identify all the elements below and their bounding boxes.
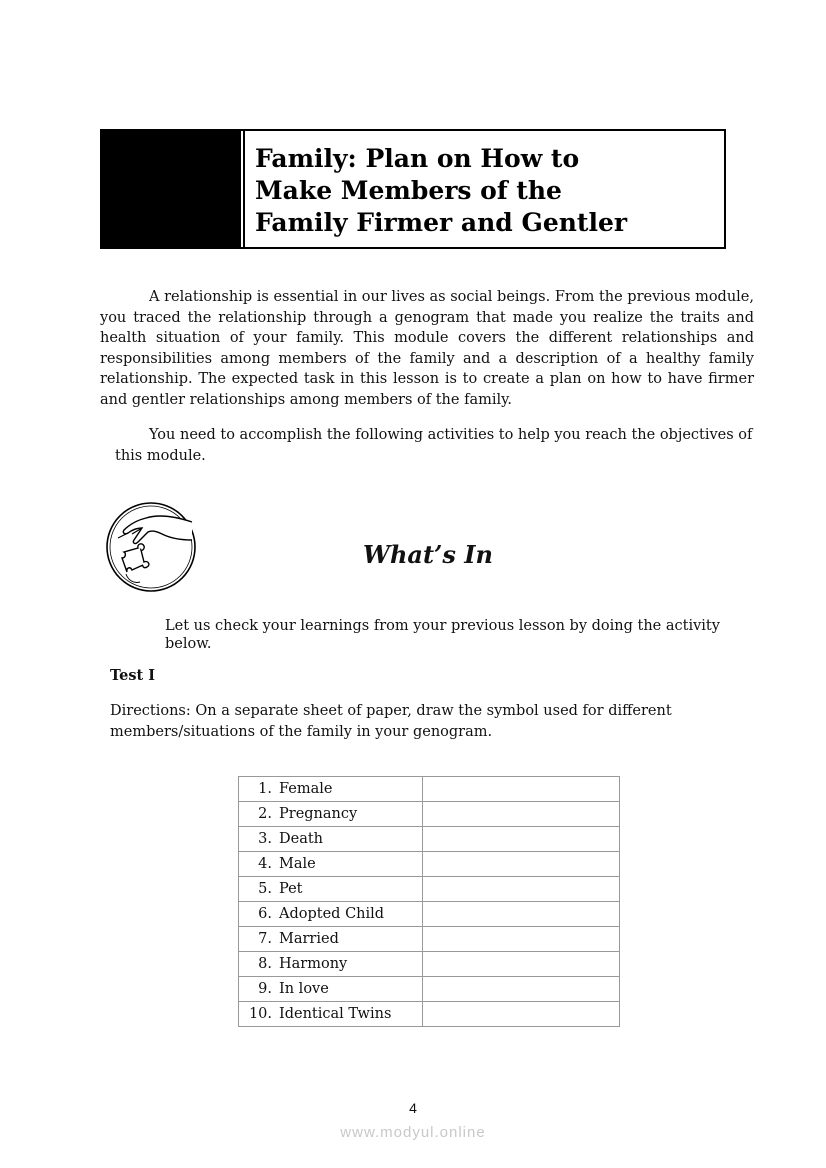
page-number: 4: [409, 1100, 417, 1116]
answer-cell: [423, 852, 620, 877]
section-title: What’s In: [363, 540, 493, 569]
title-box: [100, 129, 726, 249]
answer-cell: [423, 802, 620, 827]
row-label: Pet: [279, 881, 303, 897]
answer-cell: [423, 977, 620, 1002]
table-row: [239, 977, 620, 1002]
row-number: 5.: [258, 881, 272, 897]
genogram-symbol-table: [238, 776, 620, 1027]
title-line: Family: Plan on How to: [255, 144, 580, 173]
row-label: Identical Twins: [279, 1006, 392, 1022]
hand-puzzle-icon: [104, 500, 198, 594]
answer-cell: [423, 902, 620, 927]
answer-cell: [423, 927, 620, 952]
row-number: 10.: [248, 1006, 272, 1022]
watermark: www.modyul.online: [340, 1124, 486, 1141]
answer-cell: [423, 877, 620, 902]
row-number: 6.: [258, 906, 272, 922]
intro-paragraph: A relationship is essential in our lives as social beings. From the previous module, you traced the relationship through a genogram that made you realize the traits and health situation of your family. This module covers the different relationships and responsibilities among members of the family and a description of a healthy family relationship. The expected task in this lesson is to create a plan on how to have firmer and gentler relationships among members of the family.: [100, 289, 754, 408]
table-row: [239, 927, 620, 952]
row-number: 1.: [258, 781, 272, 797]
table-row: [239, 802, 620, 827]
row-label: Married: [279, 931, 339, 947]
table-row: [239, 877, 620, 902]
table-row: [239, 952, 620, 977]
row-number: 3.: [258, 831, 272, 847]
row-number: 9.: [258, 981, 272, 997]
answer-cell: [423, 952, 620, 977]
table-row: [239, 1002, 620, 1027]
answer-cell: [423, 1002, 620, 1027]
answer-cell: [423, 777, 620, 802]
test-label: Test I: [110, 667, 156, 684]
row-number: 4.: [258, 856, 272, 872]
row-label: Female: [279, 781, 333, 797]
row-label: Adopted Child: [279, 906, 385, 922]
row-number: 8.: [258, 956, 272, 972]
objectives-paragraph: You need to accomplish the following activities to help you reach the objectives of this module.: [115, 427, 753, 464]
table-row: [239, 827, 620, 852]
test-directions: Directions: On a separate sheet of paper, draw the symbol used for different members/situations of the family in your genogram.: [110, 703, 672, 740]
table-row: [239, 777, 620, 802]
section-intro: Let us check your learnings from your previous lesson by doing the activity below.: [165, 618, 720, 652]
row-label: Pregnancy: [279, 806, 358, 822]
row-number: 2.: [258, 806, 272, 822]
row-number: 7.: [258, 931, 272, 947]
row-label: In love: [279, 981, 329, 997]
table-row: [239, 902, 620, 927]
title-black-block: [102, 131, 241, 247]
title-line: Make Members of the: [255, 176, 562, 205]
row-label: Death: [279, 831, 324, 847]
page-title: [241, 131, 724, 247]
answer-cell: [423, 827, 620, 852]
table-row: [239, 852, 620, 877]
row-label: Male: [279, 856, 316, 872]
title-line: Family Firmer and Gentler: [255, 208, 628, 237]
row-label: Harmony: [279, 956, 348, 972]
